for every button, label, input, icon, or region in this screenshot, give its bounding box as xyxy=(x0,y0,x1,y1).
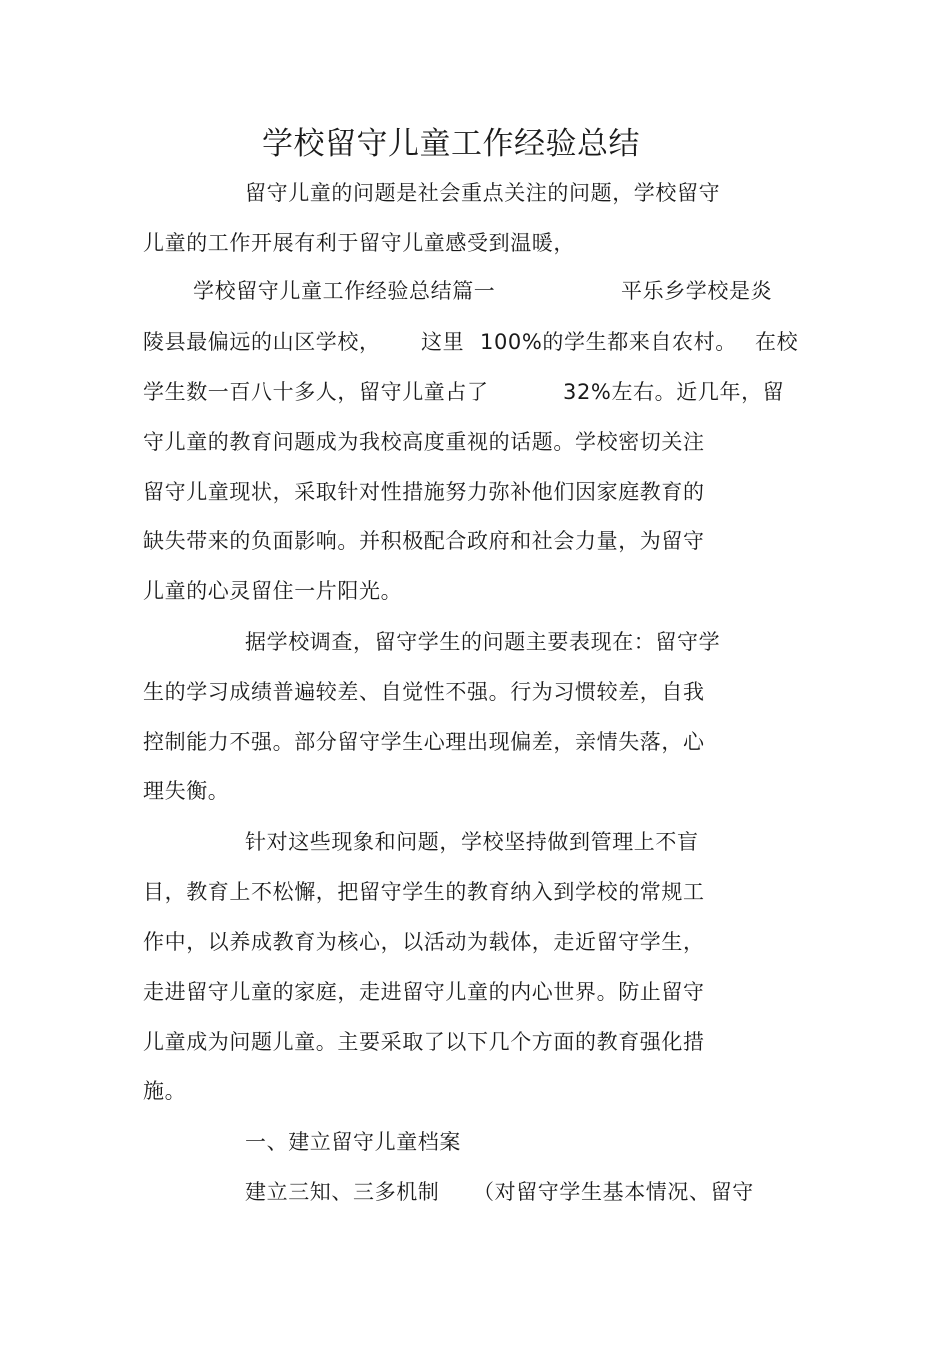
paragraph-line: 生的学习成绩普遍较差、自觉性不强。行为习惯较差，自我 xyxy=(143,680,705,704)
paragraph-line xyxy=(245,1177,805,1207)
paragraph-line xyxy=(143,377,823,407)
line-segment: 平乐乡学校是炎 xyxy=(621,279,773,303)
paragraph-line: 据学校调查，留守学生的问题主要表现在：留守学 xyxy=(245,630,721,654)
section-heading: 一、建立留守儿童档案 xyxy=(245,1130,461,1154)
paragraph-line: 留守儿童的问题是社会重点关注的问题，学校留守 xyxy=(245,181,721,205)
paragraph-line: 缺失带来的负面影响。并积极配合政府和社会力量，为留守 xyxy=(143,529,705,553)
line-segment: （对留守学生基本情况、留守 xyxy=(473,1180,754,1204)
line-segment: 建立三知、三多机制 xyxy=(245,1180,440,1204)
paragraph-line: 儿童成为问题儿童。主要采取了以下几个方面的教育强化措 xyxy=(143,1030,705,1054)
paragraph-line xyxy=(143,327,823,357)
paragraph-line: 针对这些现象和问题，学校坚持做到管理上不盲 xyxy=(245,830,699,854)
paragraph-line: 目，教育上不松懈，把留守学生的教育纳入到学校的常规工 xyxy=(143,880,705,904)
section-heading: 学校留守儿童工作经验总结篇一 xyxy=(193,279,496,303)
document-title: 学校留守儿童工作经验总结 xyxy=(262,126,640,162)
paragraph-line xyxy=(193,276,813,306)
line-segment: 学生数一百八十多人，留守儿童占了 xyxy=(143,380,489,404)
paragraph-line: 施。 xyxy=(143,1079,187,1103)
paragraph-line: 作中，以养成教育为核心，以活动为载体，走近留守学生， xyxy=(143,930,705,954)
paragraph-line: 控制能力不强。部分留守学生心理出现偏差，亲情失落，心 xyxy=(143,730,705,754)
line-segment: 32%左右。近几年，留 xyxy=(563,380,785,404)
paragraph-line: 留守儿童现状，采取针对性措施努力弥补他们因家庭教育的 xyxy=(143,480,705,504)
line-segment: 陵县最偏远的山区学校， xyxy=(143,330,381,354)
line-segment: 100%的学生都来自农村。 xyxy=(480,330,737,354)
paragraph-line: 儿童的工作开展有利于留守儿童感受到温暖， xyxy=(143,231,575,255)
paragraph-line: 守儿童的教育问题成为我校高度重视的话题。学校密切关注 xyxy=(143,430,705,454)
line-segment: 这里 xyxy=(421,330,465,354)
line-segment: 在校 xyxy=(755,330,799,354)
paragraph-line: 走进留守儿童的家庭，走进留守儿童的内心世界。防止留守 xyxy=(143,980,705,1004)
paragraph-line: 理失衡。 xyxy=(143,779,230,803)
paragraph-line: 儿童的心灵留住一片阳光。 xyxy=(143,579,403,603)
